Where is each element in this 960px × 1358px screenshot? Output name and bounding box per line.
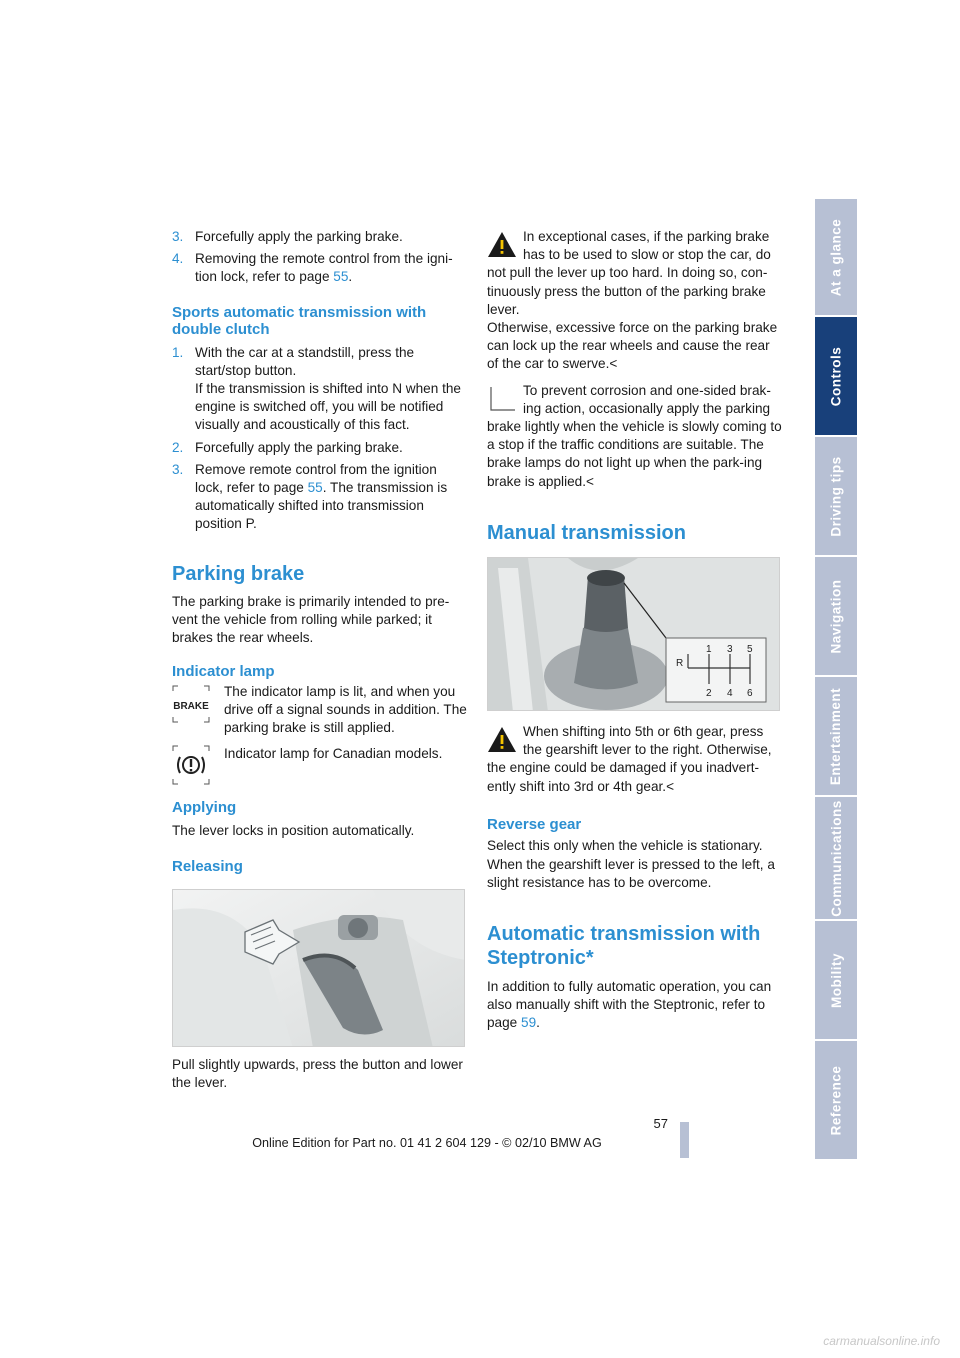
warning-icon xyxy=(487,725,517,753)
brake-indicator-icon xyxy=(172,685,210,728)
step-text: Forcefully apply the parking brake. xyxy=(195,229,403,244)
step-number: 1. xyxy=(172,344,184,360)
sidebar-tab-reference[interactable] xyxy=(815,1041,857,1159)
step-number: 2. xyxy=(172,439,184,455)
indicator-text-2: Indicator lamp for Canadian models. xyxy=(224,746,443,762)
sidebar-tab-entertainment[interactable] xyxy=(815,677,857,795)
warning-icon xyxy=(487,230,517,258)
auto-text-end: . xyxy=(536,1015,540,1031)
page-link[interactable]: 59 xyxy=(521,1015,537,1031)
step-number: 3. xyxy=(172,229,184,244)
note-icon xyxy=(487,384,517,412)
sidebar-tab-label: Communications xyxy=(828,799,844,917)
steps-top xyxy=(172,228,468,287)
sidebar-tab-label: Mobility xyxy=(828,952,844,1008)
warning-text-1: In exceptional cases, if the parking brake has to be used to slow or stop the car, do not pull the lever up too hard. In doing so, con-tinuously press the button of the parking brake lever. xyxy=(487,229,771,317)
reverse-gear-text: Select this only when the vehicle is stationary. When the gearshift lever is pressed to the left, a slight resistance has to be overcome. xyxy=(487,838,775,890)
list-item xyxy=(172,461,468,534)
reverse-gear-heading: Reverse gear xyxy=(487,815,582,833)
gear-label-6: 6 xyxy=(747,688,753,699)
footer-text: Online Edition for Part no. 01 41 2 604 129 - © 02/10 BMW AG xyxy=(252,1136,602,1150)
sidebar-tab-navigation[interactable] xyxy=(815,557,857,675)
step-text-end: . xyxy=(348,269,353,285)
page-number: 57 xyxy=(653,1116,668,1131)
warning-block-2 xyxy=(487,723,783,796)
note-block-1 xyxy=(487,382,783,491)
canadian-brake-icon xyxy=(172,745,210,790)
sidebar-tab-mobility[interactable] xyxy=(815,921,857,1039)
step-text-detail: If the transmission is shifted into N when the engine is switched off, you will be notified visually and acoustically of this fact. xyxy=(195,381,461,433)
brake-icon-label: BRAKE xyxy=(173,700,209,712)
step-text-end: . The transmission is automatically shifted into transmission position P. xyxy=(195,480,448,532)
sidebar-tab-label: Navigation xyxy=(828,578,844,654)
sidebar-tab-label: Controls xyxy=(828,346,844,406)
list-item xyxy=(172,228,468,246)
right-column xyxy=(487,228,783,545)
gear-label-2: 2 xyxy=(706,688,712,699)
gear-label-5: 5 xyxy=(747,644,753,655)
warning-text-1b xyxy=(487,319,783,374)
gear-label-3: 3 xyxy=(727,644,733,655)
list-item xyxy=(172,439,468,457)
sports-heading: Sports automatic transmission with double clutch xyxy=(172,303,427,339)
indicator-text-1: The indicator lamp is lit, and when you drive off a signal sounds in addition. The parking brake is still applied. xyxy=(224,683,467,736)
applying-heading: Applying xyxy=(172,799,237,817)
step-text: With the car at a standstill, press the start/stop button. xyxy=(195,344,415,378)
step-text: Removing the remote control from the igni-tion lock, refer to page xyxy=(195,251,453,285)
warning-text-2: When shifting into 5th or 6th gear, press the gearshift lever to the right. Otherwise, the engine could be damaged if you inadvert-ently shift into 3rd or 4th gear. xyxy=(487,724,772,794)
warning-block-1 xyxy=(487,228,783,374)
note-text-1: To prevent corrosion and one-sided brak-ing action, occasionally apply the parking brake lightly when the vehicle is slowly coming to a stop if the traffic conditions are suitable. The brake lamps do not light up when the park-ing brake is applied. xyxy=(487,382,782,489)
gearshift-photo xyxy=(487,557,780,711)
list-item xyxy=(172,250,468,286)
parking-brake-photo xyxy=(172,889,465,1047)
page-link[interactable]: 55 xyxy=(307,480,323,496)
list-item xyxy=(172,344,468,435)
end-mark: < xyxy=(609,356,618,372)
sidebar-tab-controls[interactable] xyxy=(815,317,857,435)
releasing-text-block xyxy=(172,1056,468,1092)
indicator-block-brake xyxy=(172,683,468,738)
applying-text: The lever locks in position automatically. xyxy=(172,822,415,838)
step-text: Forcefully apply the parking brake. xyxy=(195,439,403,455)
end-mark: < xyxy=(586,473,594,489)
step-text: Remove remote control from the ignition lock, refer to page xyxy=(195,461,437,496)
sidebar-tab-communications[interactable] xyxy=(815,797,857,919)
step-number: 3. xyxy=(172,461,184,477)
warning-text-1b-content: Otherwise, excessive force on the parking brake can lock up the rear wheels and cause the rear of the car to swerve. xyxy=(487,320,778,372)
indicator-heading: Indicator lamp xyxy=(172,663,275,681)
sports-steps xyxy=(172,344,468,534)
auto-text: In addition to fully automatic operation, you can also manually shift with the Steptronic, refer to page xyxy=(487,978,772,1031)
page-link[interactable]: 55 xyxy=(333,269,349,285)
automatic-transmission-text xyxy=(487,978,783,1033)
releasing-heading: Releasing xyxy=(172,858,243,876)
manual-transmission-heading: Manual transmission xyxy=(487,521,686,544)
sidebar-tab-label: Reference xyxy=(828,1065,844,1135)
gear-label-1: 1 xyxy=(706,644,712,655)
sidebar-tab-label: At a glance xyxy=(828,218,844,296)
parking-brake-text: The parking brake is primarily intended to pre-vent the vehicle from rolling while parked; it brakes the rear wheels. xyxy=(172,593,450,646)
releasing-text: Pull slightly upwards, press the button and lower the lever. xyxy=(172,1057,463,1091)
sidebar-tab-at-a-glance[interactable] xyxy=(815,199,857,315)
gear-label-r: R xyxy=(676,658,684,669)
end-mark: < xyxy=(666,778,675,794)
gear-label-4: 4 xyxy=(727,688,733,699)
sidebar-tab-label: Driving tips xyxy=(828,455,844,537)
watermark: carmanualsonline.info xyxy=(823,1334,940,1348)
automatic-transmission-heading: Automatic transmission with Steptronic* xyxy=(487,922,761,969)
sidebar-tab-label: Entertainment xyxy=(828,687,844,785)
sidebar-tab-driving-tips[interactable] xyxy=(815,437,857,555)
left-column xyxy=(172,228,468,876)
indicator-block-canada xyxy=(172,745,468,785)
parking-brake-heading: Parking brake xyxy=(172,562,305,585)
right-column-lower xyxy=(487,723,783,1033)
step-number: 4. xyxy=(172,251,184,267)
